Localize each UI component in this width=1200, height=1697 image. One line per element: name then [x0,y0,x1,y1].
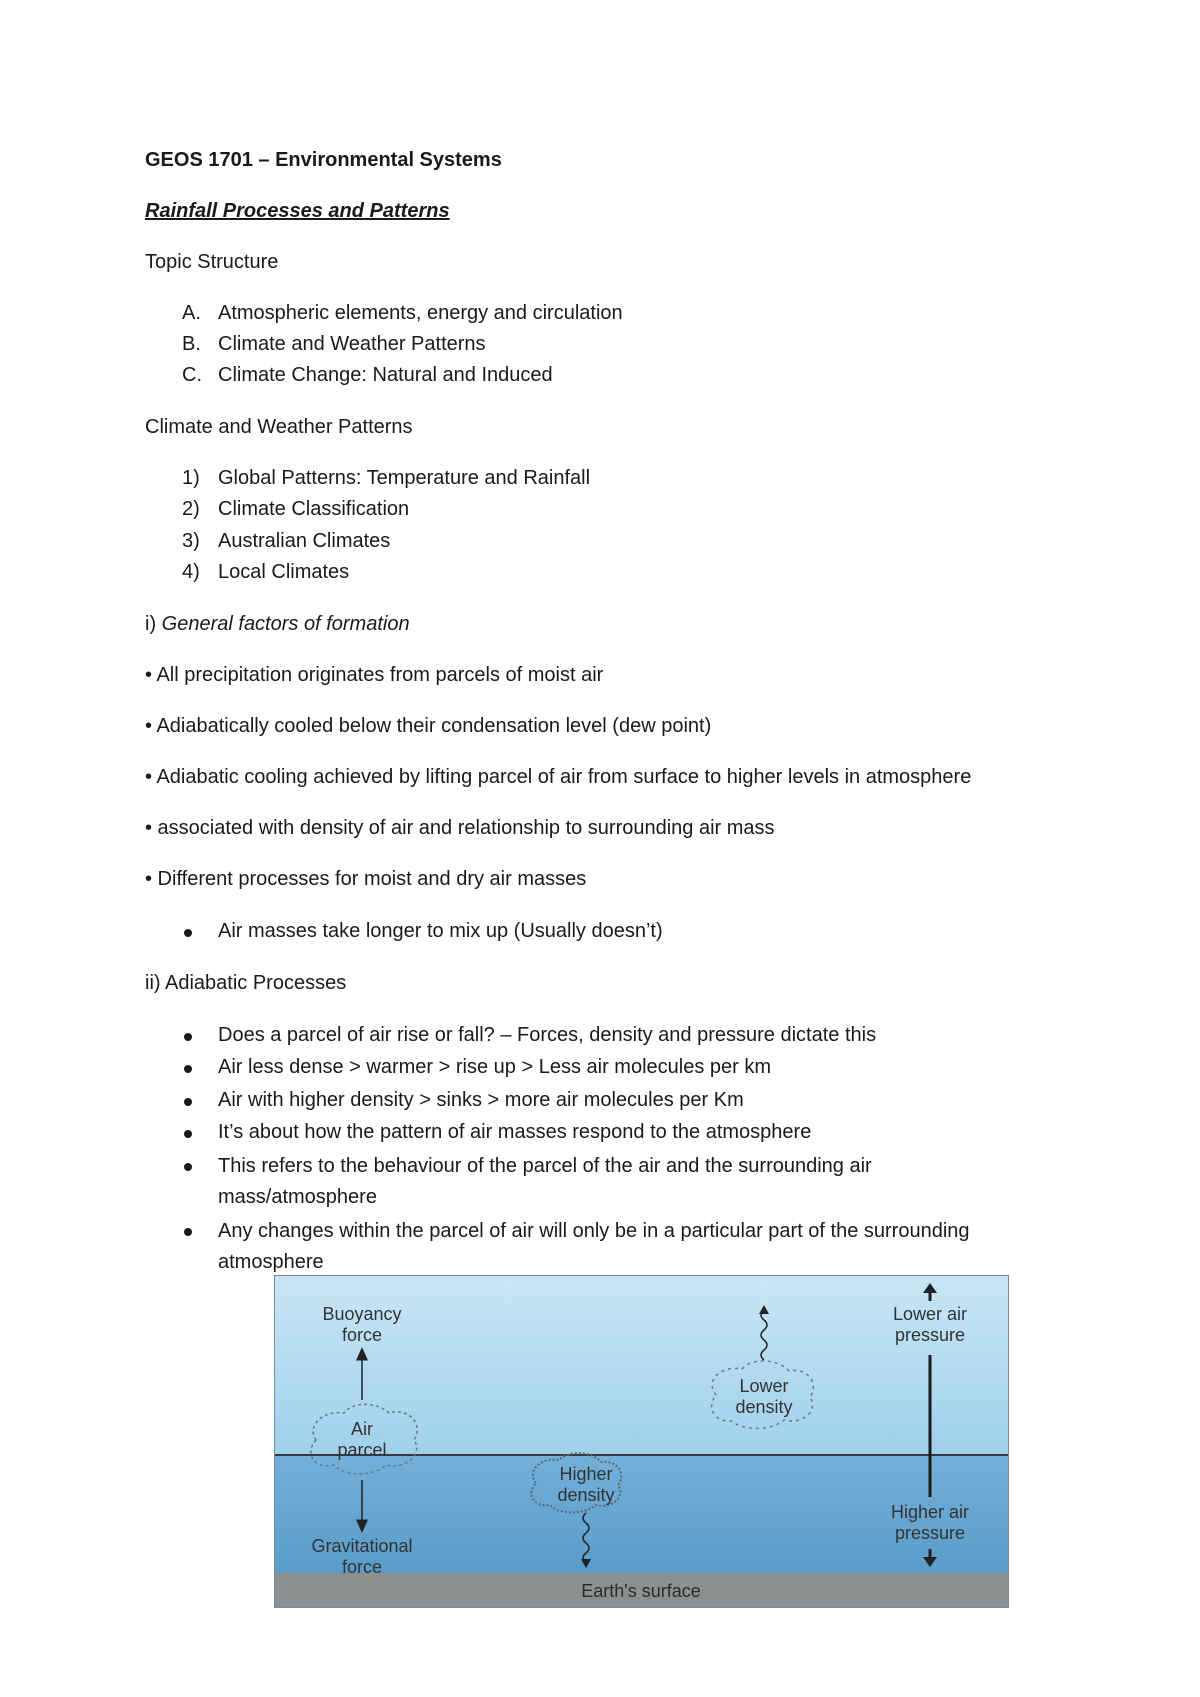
list-item: Does a parcel of air rise or fall? – Forces, density and pressure dictate this [218,1024,877,1046]
heading-prefix: i) [145,613,157,635]
sub-bullet: Air masses take longer to mix up (Usually doesn’t) [218,920,663,942]
list-marker: A. [182,302,201,324]
topic-title: Rainfall Processes and Patterns [145,200,450,222]
lower-pressure-label: Lower air [892,1304,968,1324]
air-parcel-label: Air [351,1419,373,1439]
adiabatic-diagram [274,1275,1009,1608]
list-marker: B. [182,333,201,355]
air-parcel-label: parcel [337,1440,387,1460]
sky-region [274,1275,1009,1455]
bullet-paragraph: • Adiabatic cooling achieved by lifting parcel of air from surface to higher levels in atmosphere [145,766,972,788]
bullet-dot [184,1130,192,1138]
bullet-paragraph: • Different processes for moist and dry air masses [145,868,587,890]
gravity-label: force [341,1557,383,1577]
list-item: It’s about how the pattern of air masses respond to the atmosphere [218,1121,812,1143]
lower-density-label: Lower [739,1376,789,1396]
course-title: GEOS 1701 – Environmental Systems [145,149,502,171]
list-item: Climate Classification [218,498,410,520]
bullet-paragraph: • associated with density of air and relationship to surrounding air mass [145,817,775,839]
lower-density-label: density [735,1397,793,1417]
bullet-dot [184,929,192,937]
list-item: Global Patterns: Temperature and Rainfall [218,467,591,489]
lower-pressure-label: pressure [894,1325,966,1345]
bullet-dot [184,1163,192,1171]
bullet-dot [184,1033,192,1041]
list-item: This refers to the behaviour of the parcel of the air and the surrounding air mass/atmosphere [218,1155,872,1208]
general-factors-heading [145,611,410,637]
bullet-dot [184,1228,192,1236]
list-item: Australian Climates [218,530,391,552]
list-item: Local Climates [218,561,350,583]
higher-pressure-label: pressure [894,1523,966,1543]
list-marker: 4) [182,561,200,583]
higher-pressure-label: Higher air [890,1502,970,1522]
buoyancy-label: force [341,1325,383,1345]
climate-weather-heading: Climate and Weather Patterns [145,416,413,438]
bullet-dot [184,1098,192,1106]
earth-surface-label: Earth's surface [581,1581,701,1601]
higher-density-label: Higher [559,1464,613,1484]
list-item: Climate and Weather Patterns [218,333,486,355]
list-item: Atmospheric elements, energy and circulation [218,302,623,324]
list-item: Air less dense > warmer > rise up > Less air molecules per km [218,1056,771,1078]
topic-structure-heading: Topic Structure [145,251,279,273]
list-marker: C. [182,364,202,386]
list-item: Any changes within the parcel of air will only be in a particular part of the surrounding atmosphere [218,1220,970,1273]
list-marker: 1) [182,467,200,489]
bullet-dot [184,1065,192,1073]
list-item: Air with higher density > sinks > more air molecules per Km [218,1089,744,1111]
gravity-label: Gravitational [311,1536,413,1556]
list-item: Climate Change: Natural and Induced [218,364,553,386]
bullet-paragraph: • All precipitation originates from parcels of moist air [145,664,604,686]
buoyancy-label: Buoyancy [322,1304,402,1324]
adiabatic-heading: ii) Adiabatic Processes [145,972,347,994]
higher-density-label: density [557,1485,615,1505]
bullet-paragraph: • Adiabatically cooled below their condensation level (dew point) [145,715,712,737]
list-marker: 3) [182,530,200,552]
list-marker: 2) [182,498,200,520]
heading-text: General factors of formation [161,613,410,635]
